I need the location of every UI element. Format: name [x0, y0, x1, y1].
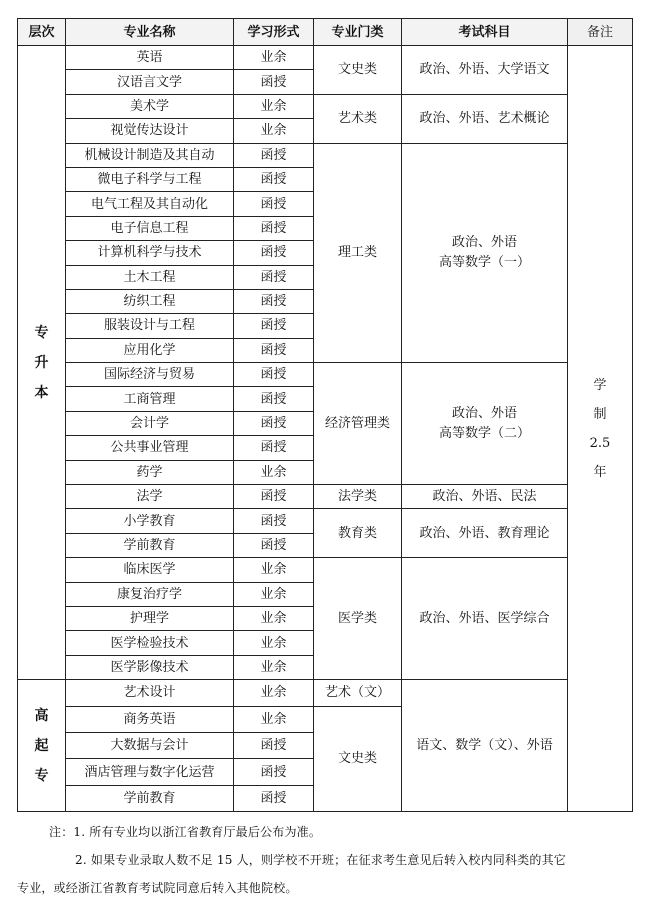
study-mode: 函授	[234, 363, 314, 387]
remark-char: 制	[593, 406, 607, 422]
header-major: 专业名称	[66, 19, 234, 46]
remark-char: 年	[593, 464, 607, 480]
major-name: 法学	[66, 485, 234, 509]
subjects-jingji-line: 高等数学（二）	[438, 425, 530, 441]
level-gqz-char: 专	[34, 767, 49, 784]
major-name: 大数据与会计	[66, 732, 234, 758]
study-mode: 函授	[234, 167, 314, 191]
major-name: 应用化学	[66, 338, 234, 362]
header-mode: 学习形式	[234, 19, 314, 46]
major-name: 学前教育	[66, 785, 234, 811]
major-name: 医学影像技术	[66, 655, 234, 679]
subjects-ligong-line: 高等数学（一）	[438, 254, 530, 270]
subjects-faxue: 政治、外语、民法	[402, 485, 568, 509]
major-name: 美术学	[66, 94, 234, 118]
header-category: 专业门类	[314, 19, 402, 46]
level-zsb	[18, 46, 66, 680]
program-table	[17, 18, 633, 812]
header-subjects: 考试科目	[402, 19, 568, 46]
study-mode: 函授	[234, 70, 314, 94]
major-name: 工商管理	[66, 387, 234, 411]
study-mode: 业余	[234, 606, 314, 630]
major-name: 服装设计与工程	[66, 314, 234, 338]
category-faxue: 法学类	[314, 485, 402, 509]
major-name: 药学	[66, 460, 234, 484]
study-mode: 业余	[234, 460, 314, 484]
remark-duration	[568, 46, 633, 812]
table-row	[18, 94, 633, 118]
study-mode: 函授	[234, 509, 314, 533]
study-mode: 函授	[234, 192, 314, 216]
study-mode: 函授	[234, 411, 314, 435]
subjects-ligong-line: 政治、外语	[451, 234, 517, 250]
category-jiaoyu: 教育类	[314, 509, 402, 558]
level-zsb-char: 升	[34, 354, 49, 371]
major-name: 学前教育	[66, 533, 234, 557]
major-name: 汉语言文学	[66, 70, 234, 94]
footnotes	[17, 818, 632, 902]
table-row	[18, 46, 633, 70]
study-mode: 业余	[234, 655, 314, 679]
study-mode: 函授	[234, 143, 314, 167]
study-mode: 业余	[234, 680, 314, 706]
study-mode: 业余	[234, 558, 314, 582]
major-name: 酒店管理与数字化运营	[66, 759, 234, 785]
study-mode: 函授	[234, 314, 314, 338]
study-mode: 业余	[234, 119, 314, 143]
study-mode: 业余	[234, 706, 314, 732]
subjects-jingji	[402, 363, 568, 485]
study-mode: 函授	[234, 387, 314, 411]
footnote-2: 2. 如果专业录取人数不足 15 人，则学校不开班；在征求考生意见后转入校内同科类的其它	[75, 853, 566, 867]
subjects-gqz: 语文、数学（文）、外语	[402, 680, 568, 812]
major-name: 公共事业管理	[66, 436, 234, 460]
major-name: 电气工程及其自动化	[66, 192, 234, 216]
subjects-yishu: 政治、外语、艺术概论	[402, 94, 568, 143]
major-name: 英语	[66, 46, 234, 70]
major-name: 微电子科学与工程	[66, 167, 234, 191]
level-zsb-char: 专	[34, 324, 49, 341]
table-row	[18, 143, 633, 167]
major-name: 视觉传达设计	[66, 119, 234, 143]
remark-char: 学	[593, 377, 607, 393]
level-gqz-char: 高	[34, 707, 49, 724]
header-level: 层次	[18, 19, 66, 46]
major-name: 医学检验技术	[66, 631, 234, 655]
major-name: 计算机科学与技术	[66, 241, 234, 265]
table-row	[18, 509, 633, 533]
category-ligong: 理工类	[314, 143, 402, 363]
major-name: 商务英语	[66, 706, 234, 732]
study-mode: 函授	[234, 289, 314, 313]
category-yishu: 艺术类	[314, 94, 402, 143]
major-name: 纺织工程	[66, 289, 234, 313]
footnote-2-continued: 专业，或经浙江省教育考试院同意后转入其他院校。	[17, 881, 298, 895]
study-mode: 函授	[234, 216, 314, 240]
study-mode: 函授	[234, 785, 314, 811]
major-name: 艺术设计	[66, 680, 234, 706]
level-gqz	[18, 680, 66, 812]
table-row	[18, 680, 633, 706]
study-mode: 函授	[234, 265, 314, 289]
table-row	[18, 485, 633, 509]
study-mode: 业余	[234, 46, 314, 70]
header-remark: 备注	[568, 19, 633, 46]
table-row	[18, 363, 633, 387]
major-name: 临床医学	[66, 558, 234, 582]
category-yishu-wen: 艺术（文）	[314, 680, 402, 706]
category-yixue: 医学类	[314, 558, 402, 680]
major-name: 护理学	[66, 606, 234, 630]
remark-char: 2.5	[589, 435, 611, 451]
study-mode: 函授	[234, 759, 314, 785]
study-mode: 函授	[234, 436, 314, 460]
category-jingji: 经济管理类	[314, 363, 402, 485]
study-mode: 业余	[234, 631, 314, 655]
subjects-ligong	[402, 143, 568, 363]
major-name: 会计学	[66, 411, 234, 435]
subjects-jingji-line: 政治、外语	[451, 405, 517, 421]
study-mode: 业余	[234, 94, 314, 118]
category-wenshi-gqz: 文史类	[314, 706, 402, 812]
study-mode: 函授	[234, 338, 314, 362]
major-name: 电子信息工程	[66, 216, 234, 240]
category-wenshi: 文史类	[314, 46, 402, 95]
major-name: 康复治疗学	[66, 582, 234, 606]
study-mode: 函授	[234, 485, 314, 509]
major-name: 国际经济与贸易	[66, 363, 234, 387]
table-header-row	[18, 19, 633, 46]
level-zsb-char: 本	[34, 384, 49, 401]
major-name: 小学教育	[66, 509, 234, 533]
major-name: 机械设计制造及其自动	[66, 143, 234, 167]
study-mode: 函授	[234, 241, 314, 265]
subjects-jiaoyu: 政治、外语、教育理论	[402, 509, 568, 558]
subjects-wenshi: 政治、外语、大学语文	[402, 46, 568, 95]
subjects-yixue: 政治、外语、医学综合	[402, 558, 568, 680]
table-row	[18, 558, 633, 582]
footnote-1: 注：1. 所有专业均以浙江省教育厅最后公布为准。	[49, 825, 322, 839]
major-name: 土木工程	[66, 265, 234, 289]
study-mode: 函授	[234, 732, 314, 758]
study-mode: 业余	[234, 582, 314, 606]
level-gqz-char: 起	[34, 737, 49, 754]
study-mode: 函授	[234, 533, 314, 557]
